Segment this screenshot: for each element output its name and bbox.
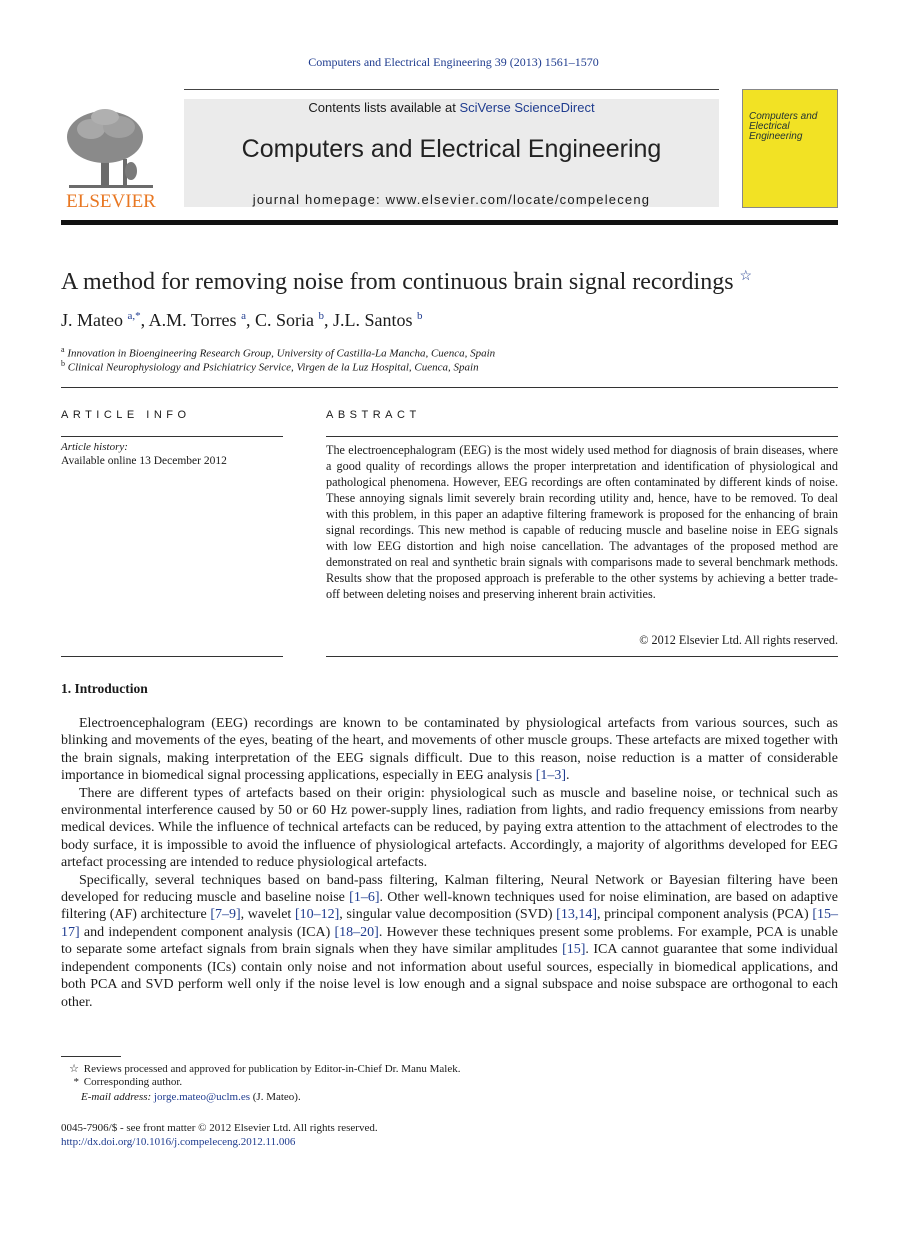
article-history-value: Available online 13 December 2012 <box>61 455 227 467</box>
header-rule <box>184 89 719 90</box>
contents-line <box>184 100 719 115</box>
masthead-divider <box>61 220 838 225</box>
journal-title: Computers and Electrical Engineering <box>241 135 662 163</box>
author-separator: , <box>323 310 333 330</box>
body-text-run: . ICA cannot guarantee that some individual independent components (ICs) contain only noise and not information about useful sources, especially in biomedical applications, and both PCA and SVD perform well only if the noise level is low enough and a signal subspace and noise subspace are orthogonal to each other. <box>61 942 838 1010</box>
footnote-mark: * <box>73 1076 79 1088</box>
citation-link[interactable]: [15] <box>562 942 586 958</box>
author-separator: , <box>245 310 255 330</box>
email-label: E-mail address: <box>81 1091 152 1103</box>
email-suffix: (J. Mateo). <box>250 1091 301 1103</box>
issn-line: 0045-7906/$ - see front matter © 2012 Elsevier Ltd. All rights reserved. <box>61 1122 378 1134</box>
article-history-label: Article history: <box>61 441 128 453</box>
affiliation-b <box>61 359 479 374</box>
abstract-rule <box>326 436 838 437</box>
footnote-text: Reviews processed and approved for publication by Editor-in-Chief Dr. Manu Malek. <box>83 1063 461 1075</box>
contents-prefix: Contents lists available at <box>308 100 460 115</box>
article-info-bottom-rule <box>61 656 283 657</box>
section-divider <box>61 387 838 388</box>
author-affiliation-mark[interactable]: b <box>416 310 423 322</box>
body-paragraph <box>61 715 838 785</box>
abstract-bottom-rule <box>326 656 838 657</box>
abstract-copyright: © 2012 Elsevier Ltd. All rights reserved. <box>639 633 838 647</box>
abstract-text: The electroencephalogram (EEG) is the most widely used method for diagnosis of brain diseases, where a good quality of recordings allows the proper interpretation and identification of physiological and pathological phenomena. However, EEG recordings are often contaminated by different kinds of noise. These annoying signals limit severely brain recording utility and, hence, have to be removed. To deal with this problem, in this paper an adaptive filtering framework is proposed for the enhancing of brain signal recordings. This new method is capable of reducing muscle and baseline noise in EEG signals with low EEG distortion and high noise cancellation. The advantages of the proposed method are demonstrated on real and synthetic brain signals with comparisons made to several benchmark methods. Results show that the proposed approach is preferable to the other systems by achieving a better trade-off between deleting noises and preserving inherent brain activities. <box>326 443 838 601</box>
footnote-mark: ☆ <box>69 1063 79 1075</box>
body-text-run: Specifically, several techniques based on band-pass filtering, Kalman filtering, Neural Network or Bayesian filtering have been developed for reducing muscle and baseline noise <box>61 872 838 906</box>
citation-link[interactable]: [7–9] <box>210 907 241 923</box>
corresponding-footnote <box>61 1076 182 1088</box>
footnote-rule <box>61 1056 121 1057</box>
body-text-run: , wavelet <box>240 907 295 923</box>
body-text-run: . <box>566 768 570 784</box>
email-footnote <box>81 1091 301 1103</box>
elsevier-logo <box>61 99 161 211</box>
citation-link[interactable]: [10–12] <box>294 907 340 923</box>
introduction-body <box>61 715 838 1011</box>
affiliation-mark: b <box>61 359 65 368</box>
body-text-run: and independent component analysis (ICA) <box>79 924 335 940</box>
body-text-run: , principal component analysis (PCA) <box>597 907 813 923</box>
body-text-run: , singular value decomposition (SVD) <box>339 907 557 923</box>
affiliation-text: Innovation in Bioengineering Research Group, University of Castilla-La Mancha, Cuenca, Spain <box>67 347 496 360</box>
author-name: J.L. Santos <box>332 310 413 330</box>
author-list <box>61 310 422 331</box>
article-info-heading: ARTICLE INFO <box>61 409 191 421</box>
article-title <box>61 268 752 296</box>
doi-link[interactable]: http://dx.doi.org/10.1016/j.compeleceng.2012.11.006 <box>61 1136 296 1148</box>
abstract-heading: ABSTRACT <box>326 409 421 421</box>
body-text-run: . However these techniques present some problems. For example, PCA is unable to separate some artefact signals from brain signals when they have similar amplitudes <box>61 924 838 958</box>
body-text-run: . Other well-known techniques used for noise elimination, are based on adaptive filtering (AF) architecture <box>61 890 839 923</box>
citation-link[interactable]: [1–6] <box>349 890 380 906</box>
author-affiliation-mark[interactable]: a,* <box>127 310 141 322</box>
author-name: A.M. Torres <box>148 310 237 330</box>
article-info-rule <box>61 436 283 437</box>
journal-citation[interactable]: Computers and Electrical Engineering 39 (2013) 1561–1570 <box>308 55 599 69</box>
sciencedirect-link[interactable]: SciVerse ScienceDirect <box>459 100 595 115</box>
footnote-text: Corresponding author. <box>83 1076 183 1088</box>
review-footnote <box>61 1062 461 1075</box>
affiliation-a <box>61 345 495 360</box>
article-title-text: A method for removing noise from continuous brain signal recordings <box>61 269 734 295</box>
email-link[interactable]: jorge.mateo@uclm.es <box>153 1091 250 1103</box>
cover-title: Computers and Electrical Engineering <box>749 111 818 142</box>
author-separator: , <box>140 310 149 330</box>
citation-link[interactable]: [13,14] <box>556 907 597 923</box>
author-name: J. Mateo <box>61 310 123 330</box>
journal-cover-image <box>742 89 838 208</box>
elsevier-wordmark: ELSEVIER <box>66 191 156 211</box>
introduction-heading: 1. Introduction <box>61 681 148 696</box>
body-paragraph <box>61 785 838 872</box>
author-affiliation-mark[interactable]: b <box>318 310 324 322</box>
affiliation-mark: a <box>61 345 65 354</box>
citation-link[interactable]: [18–20] <box>334 924 379 940</box>
body-text-run: There are different types of artefacts based on their origin: physiological such as muscle and baseline noise, or technical such as environmental interference caused by 50 or 60 Hz power-supply lines, radiation from lights, and radio frequency emissions from nearby medical devices. While the influence of technical artefacts can be reduced, by paying extra attention to the attachment of electrodes to the body surface, it is impossible to avoid the influence of physiological artefacts. Accordingly, a majority of algorithms developed for EEG artefact processing are intended to reduce physiological artefacts. <box>61 785 838 871</box>
author-affiliation-mark[interactable]: a <box>241 310 246 322</box>
author-name: C. Soria <box>254 310 314 330</box>
body-text-run: Electroencephalogram (EEG) recordings are known to be contaminated by physiological artefacts from various sources, such as blinking and movements of the eyes, beating of the heart, and movements of other muscle groups. These artefacts are mixed together with the brain signals, making interpretation of the EEG signals difficult. Due to this reason, noise reduction is a matter of considerable importance in biomedical signal processing applications, especially in EEG analysis <box>61 716 838 784</box>
title-footnote-mark[interactable]: ☆ <box>739 269 753 284</box>
journal-homepage[interactable]: journal homepage: www.elsevier.com/locate/compeleceng <box>252 192 651 207</box>
affiliation-text: Clinical Neurophysiology and Psichiatricy Service, Virgen de la Luz Hospital, Cuenca, Spain <box>67 361 479 374</box>
citation-link[interactable]: [1–3] <box>535 768 567 784</box>
citation-link[interactable]: [15–17] <box>61 907 838 940</box>
body-paragraph <box>61 872 838 1011</box>
